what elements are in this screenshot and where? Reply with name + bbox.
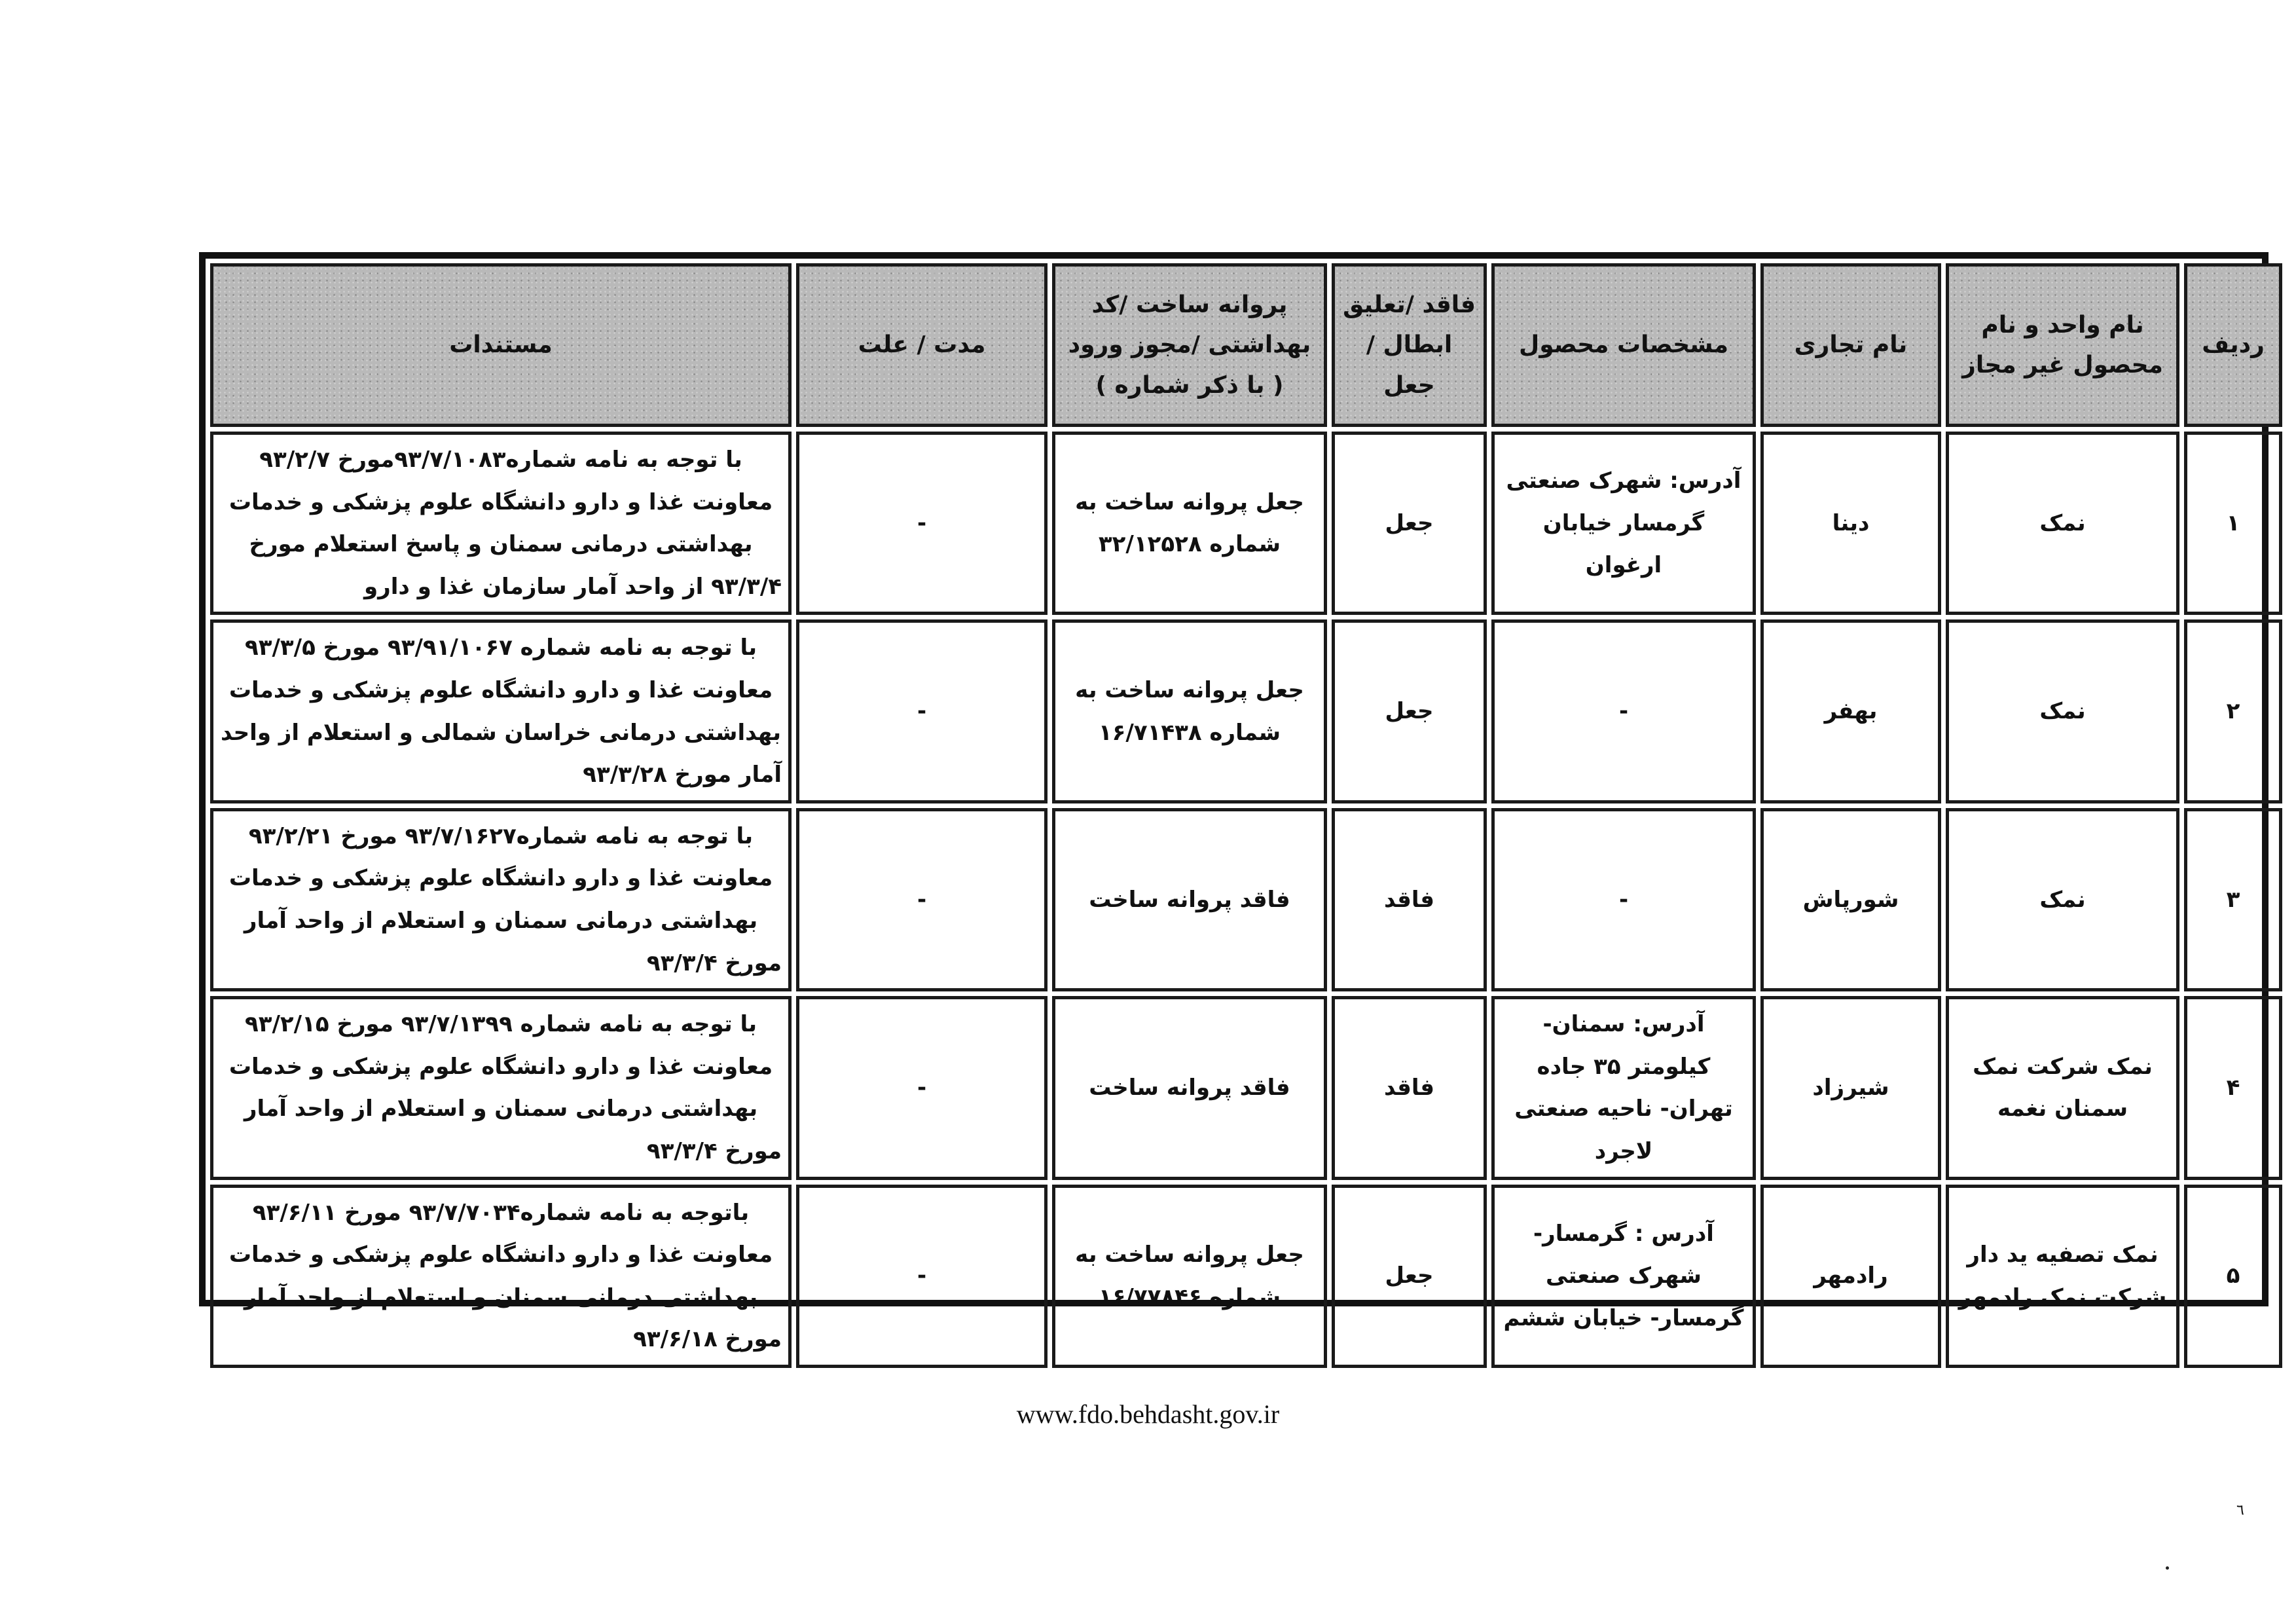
cell-license: فاقد پروانه ساخت [1052, 996, 1327, 1179]
table-row [210, 996, 2282, 1179]
table-row [210, 1185, 2282, 1368]
table-row [210, 808, 2282, 991]
table-header-row [210, 263, 2282, 427]
header-brand: نام تجاری [1760, 263, 1941, 427]
header-license: پروانه ساخت /کد بهداشتی /مجوز ورود ( با ذکر شماره ) [1052, 263, 1327, 427]
cell-specs: آدرس: شهرک صنعتی گرمسار خیابان ارغوان [1491, 432, 1756, 615]
header-row-number: ردیف [2184, 263, 2282, 427]
cell-status: جعل [1332, 1185, 1487, 1368]
header-unit-product: نام واحد و نام محصول غیر مجاز [1946, 263, 2179, 427]
cell-specs: - [1491, 619, 1756, 803]
cell-row-number: ۱ [2184, 432, 2282, 615]
cell-license: فاقد پروانه ساخت [1052, 808, 1327, 991]
header-documents: مستندات [210, 263, 792, 427]
cell-license: جعل پروانه ساخت به شماره ۳۲/۱۲۵۲۸ [1052, 432, 1327, 615]
cell-documents: با توجه به نامه شماره ۹۳/۷/۱۳۹۹ مورخ ۹۳/۲/۱۵ معاونت غذا و دارو دانشگاه علوم پزشکی و خدمات بهداشتی درمانی سمنان و استعلام از واحد آمار مورخ ۹۳/۳/۴ [210, 996, 792, 1179]
cell-unit-product: نمک [1946, 808, 2179, 991]
scan-dot [2166, 1566, 2169, 1570]
header-specs: مشخصات محصول [1491, 263, 1756, 427]
cell-status: جعل [1332, 432, 1487, 615]
header-status: فاقد /تعلیق ابطال /جعل [1332, 263, 1487, 427]
cell-specs: آدرس : گرمسار- شهرک صنعتی گرمسار- خیابان ششم [1491, 1185, 1756, 1368]
cell-unit-product: نمک [1946, 432, 2179, 615]
cell-documents: باتوجه به نامه شماره۹۳/۷/۷۰۳۴ مورخ ۹۳/۶/۱۱ معاونت غذا و دارو دانشگاه علوم پزشکی و خدمات بهداشتی درمانی سمنان و استعلام از واحد آمار مورخ ۹۳/۶/۱۸ [210, 1185, 792, 1368]
cell-license: جعل پروانه ساخت به شماره ۱۶/۷۱۴۳۸ [1052, 619, 1327, 803]
table-row [210, 432, 2282, 615]
cell-status: فاقد [1332, 808, 1487, 991]
cell-license: جعل پروانه ساخت به شماره ۱۶/۷۷۸۴۶ [1052, 1185, 1327, 1368]
cell-duration: - [796, 996, 1048, 1179]
cell-specs: - [1491, 808, 1756, 991]
cell-unit-product: نمک شرکت نمک سمنان نغمه [1946, 996, 2179, 1179]
cell-brand: بهفر [1760, 619, 1941, 803]
cell-status: جعل [1332, 619, 1487, 803]
table-row [210, 619, 2282, 803]
cell-row-number: ۳ [2184, 808, 2282, 991]
cell-documents: با توجه به نامه شماره ۹۳/۹۱/۱۰۶۷ مورخ ۹۳/۳/۵ معاونت غذا و دارو دانشگاه علوم پزشکی و خدمات بهداشتی درمانی خراسان شمالی و استعلام از واحد آمار مورخ ۹۳/۳/۲۸ [210, 619, 792, 803]
cell-row-number: ۲ [2184, 619, 2282, 803]
cell-brand: رادمهر [1760, 1185, 1941, 1368]
cell-documents: با توجه به نامه شماره۹۳/۷/۱۰۸۳مورخ ۹۳/۲/۷ معاونت غذا و دارو دانشگاه علوم پزشکی و خدمات بهداشتی درمانی سمنان و پاسخ استعلام مورخ ۹۳/۳/۴ از واحد آمار سازمان غذا و دارو [210, 432, 792, 615]
cell-documents: با توجه به نامه شماره۹۳/۷/۱۶۲۷ مورخ ۹۳/۲/۲۱ معاونت غذا و دارو دانشگاه علوم پزشکی و خدمات بهداشتی درمانی سمنان و استعلام از واحد آمار مورخ ۹۳/۳/۴ [210, 808, 792, 991]
cell-row-number: ۵ [2184, 1185, 2282, 1368]
cell-duration: - [796, 619, 1048, 803]
cell-status: فاقد [1332, 996, 1487, 1179]
page-mark: ٦ [2236, 1502, 2244, 1519]
violations-table-frame [199, 252, 2269, 1353]
cell-brand: دینا [1760, 432, 1941, 615]
cell-duration: - [796, 808, 1048, 991]
cell-duration: - [796, 432, 1048, 615]
cell-specs: آدرس: سمنان- کیلومتر ۳۵ جاده تهران- ناحیه صنعتی لاجرد [1491, 996, 1756, 1179]
footer-url: www.fdo.behdasht.gov.ir [1016, 1399, 1280, 1429]
cell-brand: شورپاش [1760, 808, 1941, 991]
violations-table [206, 259, 2287, 1373]
cell-row-number: ۴ [2184, 996, 2282, 1179]
cell-duration: - [796, 1185, 1048, 1368]
cell-unit-product: نمک [1946, 619, 2179, 803]
cell-brand: شیرزاد [1760, 996, 1941, 1179]
cell-unit-product: نمک تصفیه ید دار شرکت نمک رادمهر [1946, 1185, 2179, 1368]
header-duration: مدت / علت [796, 263, 1048, 427]
